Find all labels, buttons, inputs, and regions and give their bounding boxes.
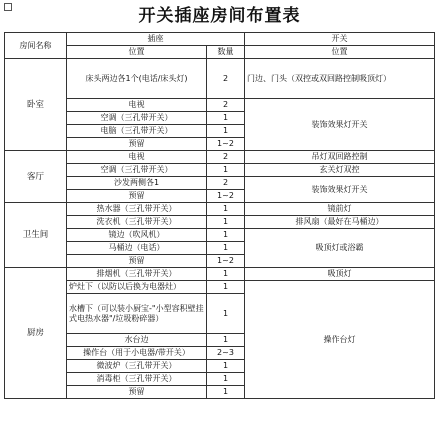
bathroom-socket-1-qty: 1 bbox=[207, 203, 245, 216]
header-socket-quantity: 数量 bbox=[207, 46, 245, 59]
room-bathroom: 卫生间 bbox=[5, 203, 67, 268]
kitchen-socket-1-position: 排烟机（三孔带开关） bbox=[67, 268, 207, 281]
living-switch-3: 装饰效果灯开关 bbox=[245, 177, 435, 203]
header-socket: 插座 bbox=[67, 33, 245, 46]
room-kitchen: 厨房 bbox=[5, 268, 67, 399]
bathroom-socket-3-qty: 1 bbox=[207, 229, 245, 242]
kitchen-switch-1: 吸顶灯 bbox=[245, 268, 435, 281]
living-switch-1: 吊灯双回路控制 bbox=[245, 151, 435, 164]
kitchen-socket-5-qty: 2~3 bbox=[207, 347, 245, 360]
bathroom-switch-1: 镜前灯 bbox=[245, 203, 435, 216]
table-title: 开关插座房间布置表 bbox=[5, 2, 435, 33]
living-socket-2-position: 空调（三孔带开关） bbox=[67, 164, 207, 177]
kitchen-socket-7-qty: 1 bbox=[207, 373, 245, 386]
bathroom-socket-5-position: 预留 bbox=[67, 255, 207, 268]
bathroom-switch-3: 吸顶灯或浴霸 bbox=[245, 229, 435, 268]
living-switch-2: 玄关灯双控 bbox=[245, 164, 435, 177]
header-switch: 开关 bbox=[245, 33, 435, 46]
bedroom-socket-5-qty: 1~2 bbox=[207, 138, 245, 151]
bedroom-socket-3-position: 空调（三孔带开关） bbox=[67, 112, 207, 125]
living-socket-2-qty: 1 bbox=[207, 164, 245, 177]
bedroom-socket-4-qty: 1 bbox=[207, 125, 245, 138]
switch-socket-layout-table bbox=[4, 2, 435, 399]
kitchen-socket-4-qty: 1 bbox=[207, 334, 245, 347]
living-socket-4-position: 预留 bbox=[67, 190, 207, 203]
bedroom-switch-2: 装饰效果灯开关 bbox=[245, 99, 435, 151]
bedroom-socket-1-position: 床头两边各1个(电话/床头灯) bbox=[67, 59, 207, 99]
room-living-room: 客厅 bbox=[5, 151, 67, 203]
kitchen-socket-4-position: 水台边 bbox=[67, 334, 207, 347]
living-socket-4-qty: 1~2 bbox=[207, 190, 245, 203]
bathroom-socket-5-qty: 1~2 bbox=[207, 255, 245, 268]
living-socket-1-qty: 2 bbox=[207, 151, 245, 164]
bedroom-socket-5-position: 预留 bbox=[67, 138, 207, 151]
kitchen-socket-8-position: 预留 bbox=[67, 386, 207, 399]
bedroom-socket-1-qty: 2 bbox=[207, 59, 245, 99]
kitchen-socket-2-qty: 1 bbox=[207, 281, 245, 294]
kitchen-socket-3-qty: 1 bbox=[207, 294, 245, 334]
bathroom-socket-4-position: 马桶边（电话） bbox=[67, 242, 207, 255]
bathroom-socket-4-qty: 1 bbox=[207, 242, 245, 255]
room-bedroom: 卧室 bbox=[5, 59, 67, 151]
bathroom-switch-2: 排风扇（最好在马桶边） bbox=[245, 216, 435, 229]
bathroom-socket-2-position: 洗衣机（三孔带开关） bbox=[67, 216, 207, 229]
living-socket-1-position: 电视 bbox=[67, 151, 207, 164]
header-socket-position: 位置 bbox=[67, 46, 207, 59]
bathroom-socket-1-position: 热水器（三孔带开关） bbox=[67, 203, 207, 216]
bedroom-socket-3-qty: 1 bbox=[207, 112, 245, 125]
header-switch-position: 位置 bbox=[245, 46, 435, 59]
kitchen-socket-1-qty: 1 bbox=[207, 268, 245, 281]
kitchen-socket-6-position: 微波炉（三孔带开关） bbox=[67, 360, 207, 373]
bedroom-socket-2-qty: 2 bbox=[207, 99, 245, 112]
bedroom-socket-4-position: 电脑（三孔带开关） bbox=[67, 125, 207, 138]
kitchen-socket-8-qty: 1 bbox=[207, 386, 245, 399]
kitchen-socket-2-position: 炉灶下（以防以后换为电器灶） bbox=[67, 281, 207, 294]
kitchen-socket-6-qty: 1 bbox=[207, 360, 245, 373]
kitchen-switch-2: 操作台灯 bbox=[245, 281, 435, 399]
kitchen-socket-5-position: 操作台（用于小电器/带开关） bbox=[67, 347, 207, 360]
bathroom-socket-3-position: 镜边（吹风机） bbox=[67, 229, 207, 242]
header-room-name: 房间名称 bbox=[5, 33, 67, 59]
living-socket-3-qty: 2 bbox=[207, 177, 245, 190]
kitchen-socket-7-position: 消毒柜（三孔带开关） bbox=[67, 373, 207, 386]
living-socket-3-position: 沙发两侧各1 bbox=[67, 177, 207, 190]
table-select-handle-icon[interactable] bbox=[4, 3, 12, 11]
bedroom-switch-1: 门边、门头（双控或双回路控制吸顶灯） bbox=[245, 59, 435, 99]
bathroom-socket-2-qty: 1 bbox=[207, 216, 245, 229]
kitchen-socket-3-position: 水槽下（可以装小厨宝-"小型容积壁挂式电热水器"/垃圾粉碎器） bbox=[67, 294, 207, 334]
bedroom-socket-2-position: 电视 bbox=[67, 99, 207, 112]
